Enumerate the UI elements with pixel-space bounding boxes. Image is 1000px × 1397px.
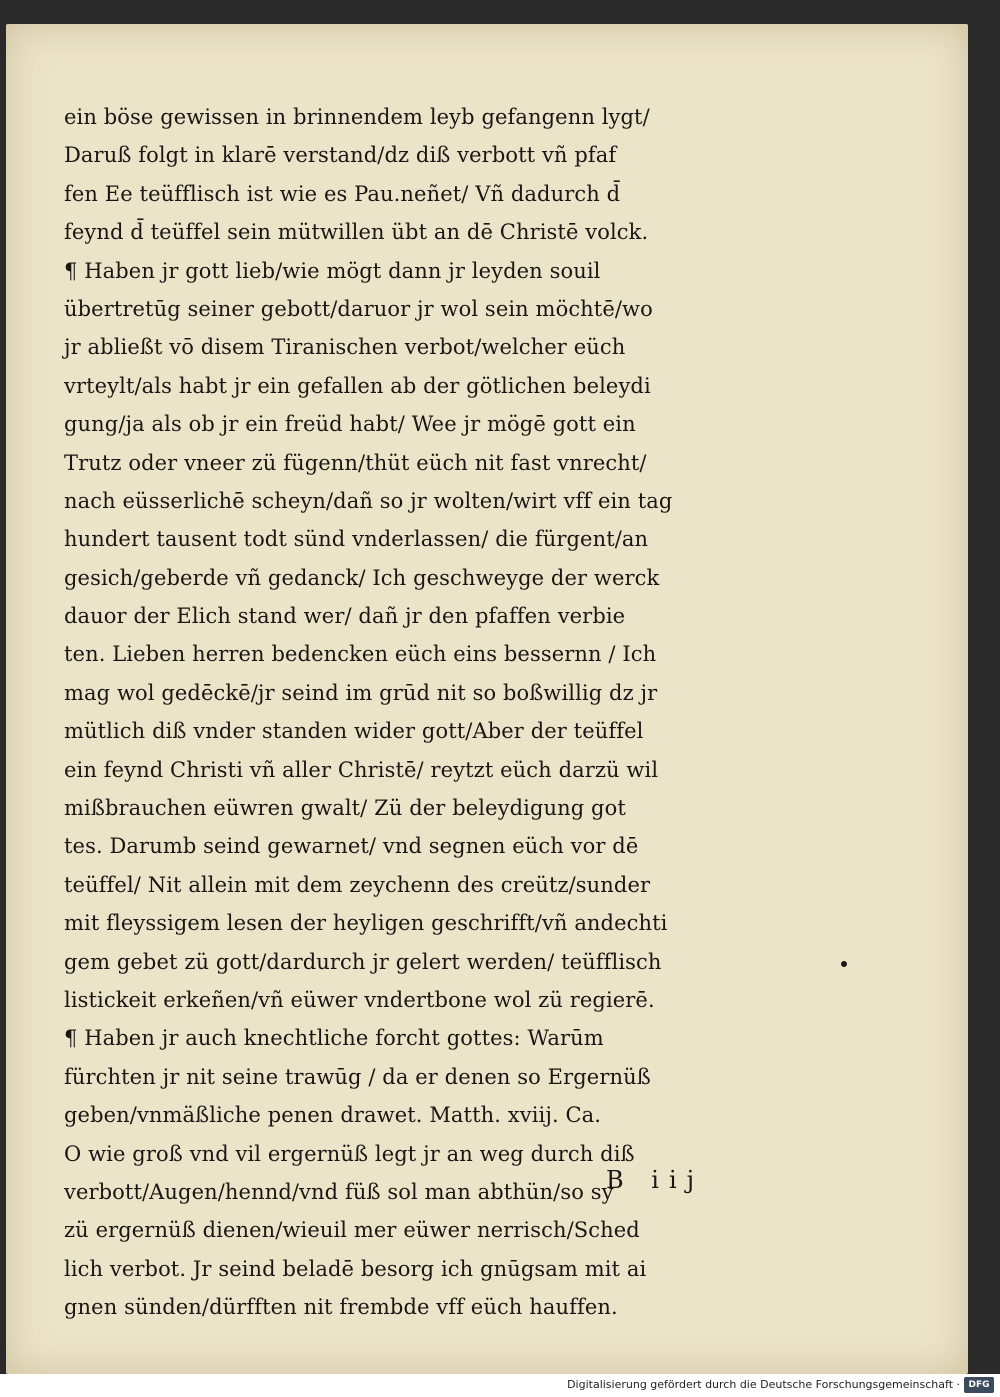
book-page (6, 24, 968, 1374)
text-line: ¶ Haben jr auch knechtliche forcht gottes: Warūm (64, 1026, 604, 1051)
signature-mark: B iij (606, 1166, 705, 1194)
text-line: gnen sünden/dürfften nit frembde vff eüch hauffen. (64, 1295, 618, 1320)
text-line: vrteylt/als habt jr ein gefallen ab der götlichen beleydi (64, 373, 651, 398)
text-line: ¶ Haben jr gott lieb/wie mögt dann jr leyden souil (64, 258, 601, 283)
text-line: gung/ja als ob jr ein freüd habt/ Wee jr mögē gott ein (64, 412, 636, 437)
text-line: ein feynd Christi vñ aller Christē/ reytzt eüch darzü wil (64, 757, 659, 782)
text-line: nach eüsserlichē scheyn/dañ so jr wolten/wirt vff ein tag (64, 488, 673, 513)
text-line: Daruß folgt in klarē verstand/dz diß verbott vñ pfaf (64, 143, 617, 168)
text-line: tes. Darumb seind gewarnet/ vnd segnen eüch vor dē (64, 834, 639, 859)
text-line: mit fleyssigem lesen der heyligen geschrifft/vñ andechti (64, 911, 668, 936)
margin-dot (841, 961, 847, 967)
text-line: Trutz oder vneer zü fügenn/thüt eüch nit fast vnrecht/ (64, 450, 647, 475)
text-line: mißbrauchen eüwren gwalt/ Zü der beleydigung got (64, 796, 626, 821)
text-line: ten. Lieben herren bedencken eüch eins bessernn / Ich (64, 642, 657, 667)
text-line: mag wol gedēckē/jr seind im grūd nit so boßwillig dz jr (64, 680, 658, 705)
text-line: gesich/geberde vñ gedanck/ Ich geschweyge der werck (64, 565, 660, 590)
text-line: hundert tausent todt sünd vnderlassen/ die fürgent/an (64, 527, 649, 552)
text-line: gem gebet zü gott/dardurch jr gelert werden/ teüfflisch (64, 949, 662, 974)
text-line: mütlich diß vnder standen wider gott/Aber der teüffel (64, 719, 644, 744)
funding-credit: Digitalisierung gefördert durch die Deutsche Forschungsgemeinschaft · (567, 1378, 960, 1391)
text-line: feynd d̄ teüffel sein mütwillen übt an dē Christē volck. (64, 220, 649, 245)
dfg-logo: DFG (964, 1377, 994, 1393)
text-line: fen Ee teüfflisch ist wie es Pau.neñet/ Vñ dadurch d̄ (64, 181, 621, 206)
footer-bar (0, 1374, 1000, 1397)
text-line: O wie groß vnd vil ergernüß legt jr an weg durch diß (64, 1141, 635, 1166)
text-line: lich verbot. Jr seind beladē besorg ich gnūgsam mit ai (64, 1256, 647, 1281)
text-line: fürchten jr nit seine trawūg / da er denen so Ergernüß (64, 1064, 651, 1089)
text-line: geben/vnmäßliche penen drawet. Matth. xviij. Ca. (64, 1103, 602, 1128)
text-line: verbott/Augen/hennd/vnd füß sol man abthün/so sy (64, 1179, 614, 1204)
text-line: zü ergernüß dienen/wieuil mer eüwer nerrisch/Sched (64, 1218, 640, 1243)
page-text (64, 98, 784, 1327)
text-line: listickeit erkeñen/vñ eüwer vndertbone wol zü regierē. (64, 987, 655, 1012)
text-line: ein böse gewissen in brinnendem leyb gefangenn lygt/ (64, 105, 650, 129)
text-line: teüffel/ Nit allein mit dem zeychenn des creütz/sunder (64, 872, 651, 897)
text-line: übertretūg seiner gebott/daruor jr wol sein möchtē/wo (64, 296, 653, 321)
text-line: jr abließt vō disem Tiranischen verbot/welcher eüch (64, 335, 626, 360)
text-line: dauor der Elich stand wer/ dañ jr den pfaffen verbie (64, 604, 626, 629)
